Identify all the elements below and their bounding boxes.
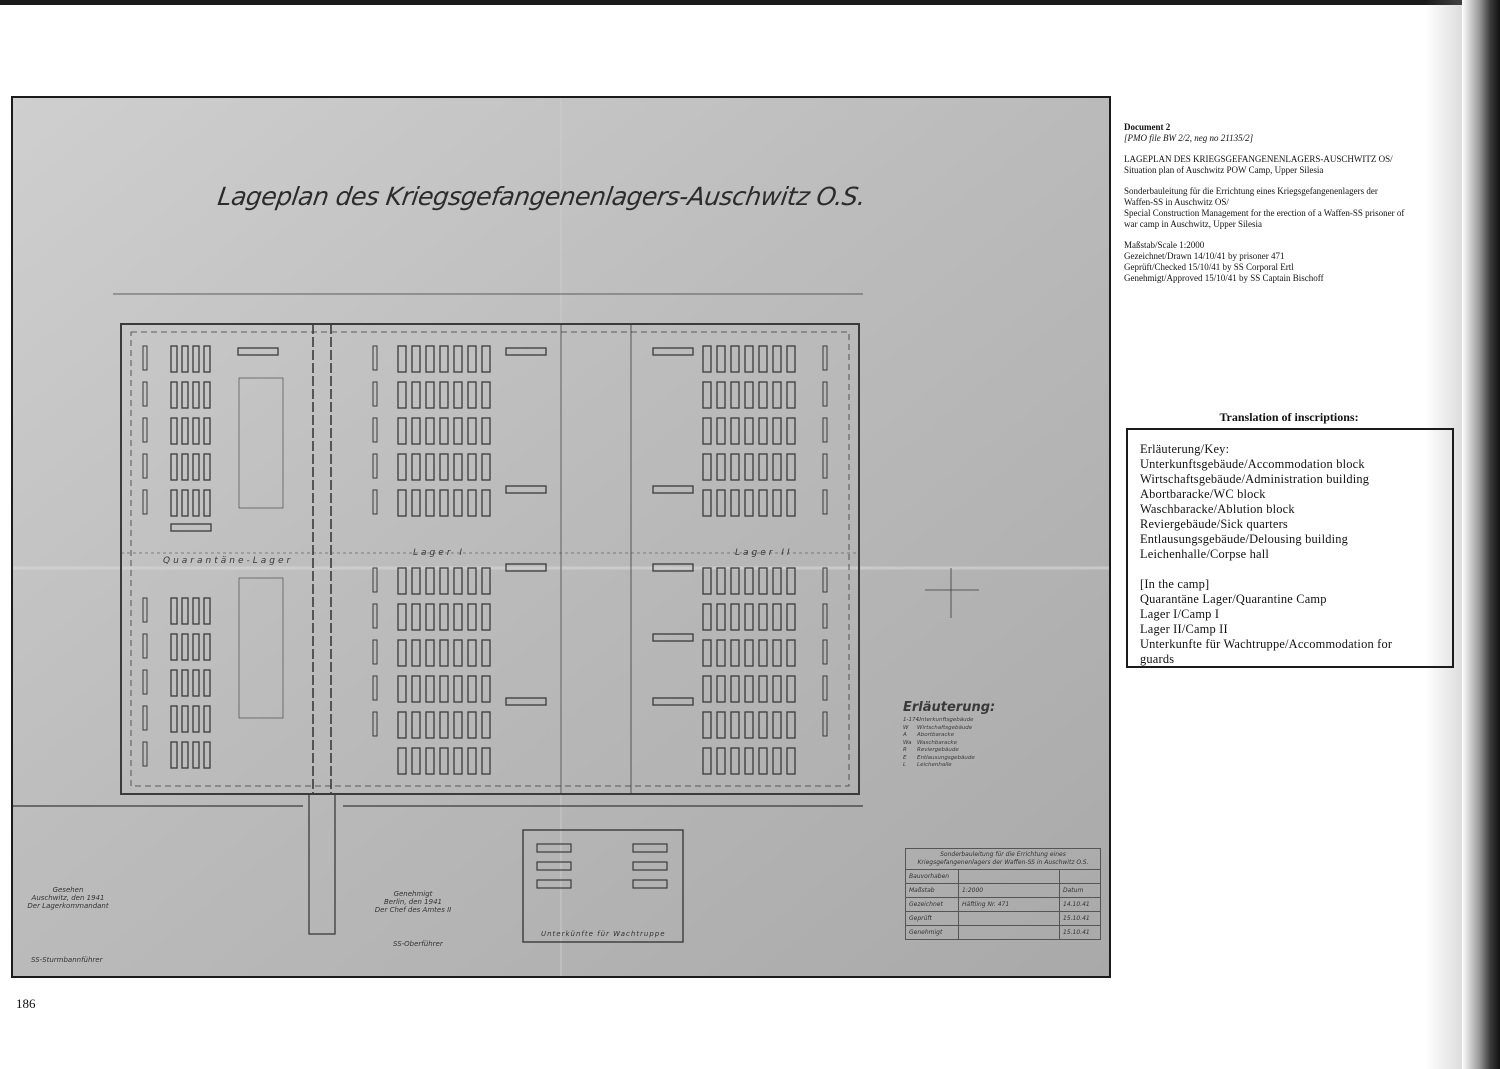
camp-line: Lager II/Camp II [1140, 622, 1228, 636]
camp-line: [In the camp] [1140, 577, 1210, 591]
translation-box [1126, 428, 1454, 668]
title-block-heading: Sonderbauleitung für die Errichtung eines Kriegsgefangenenlagers der Waffen-SS in Auschwitz O.S. [905, 848, 1101, 870]
camp-line: Quarantäne Lager/Quarantine Camp [1140, 592, 1327, 606]
camp-label-lager-1: Lager I [413, 548, 465, 558]
document-title-de: LAGEPLAN DES KRIEGSGEFANGENENLAGERS-AUSCHWITZ OS/ [1124, 154, 1393, 164]
checked-line: Geprüft/Checked 15/10/41 by SS Corporal Ertl [1124, 262, 1294, 272]
title-block-row: Bauvorhaben [905, 870, 1101, 884]
title-block-row: Genehmigt 15.10.41 [905, 926, 1101, 940]
site-plan-photo [11, 96, 1111, 978]
office-en-line-1: Special Construction Management for the erection of a Waffen-SS prisoner of [1124, 208, 1405, 218]
document-title-en: Situation plan of Auschwitz POW Camp, Upper Silesia [1124, 165, 1324, 175]
plan-legend [903, 700, 1013, 810]
camp-label-quarantine: Quarantäne-Lager [163, 556, 294, 566]
page-top-edge [0, 0, 1500, 5]
office-en-line-2: war camp in Auschwitz, Upper Silesia [1124, 219, 1262, 229]
legend-row: A Abortbaracke [903, 732, 955, 738]
guards-quarters-label: Unterkünfte für Wachtruppe [541, 930, 666, 938]
key-line: Reviergebäude/Sick quarters [1140, 517, 1288, 531]
title-block-row: Maßstab 1:2000 Datum [905, 884, 1101, 898]
plan-legend-title: Erläuterung: [903, 700, 996, 715]
site-plan-drawing [13, 98, 1109, 976]
key-line: Wirtschaftsgebäude/Administration building [1140, 472, 1370, 486]
translation-heading: Translation of inscriptions: [1219, 410, 1359, 424]
approved-line: Genehmigt/Approved 15/10/41 by SS Captain Bischoff [1124, 273, 1324, 283]
signature-commandant: Gesehen Auschwitz, den 1941 Der Lagerkommandant [27, 886, 109, 910]
legend-row: R Reviergebäude [903, 747, 959, 753]
scale-line: Maßstab/Scale 1:2000 [1124, 240, 1205, 250]
key-line: Entlausungsgebäude/Delousing building [1140, 532, 1349, 546]
document-caption [1124, 122, 1444, 294]
office-de-line-2: Waffen-SS in Auschwitz OS/ [1124, 197, 1229, 207]
signature-amt-chief: Genehmigt Berlin, den 1941 Der Chef des Amtes II [374, 890, 452, 914]
document-heading: Document 2 [1124, 122, 1171, 132]
camp-line: Lager I/Camp I [1140, 607, 1220, 621]
title-block-row: Geprüft 15.10.41 [905, 912, 1101, 926]
key-line: Leichenhalle/Corpse hall [1140, 547, 1270, 561]
key-line: Waschbaracke/Ablution block [1140, 502, 1295, 516]
key-spacer [1140, 562, 1440, 577]
office-de-line-1: Sonderbauleitung für die Errichtung eines Kriegsgefangenenlagers der [1124, 186, 1378, 196]
document-reference: [PMO file BW 2/2, neg no 21135/2] [1124, 133, 1254, 143]
legend-row: E Entlausungsgebäude [903, 754, 975, 761]
signature-commandant-rank: SS-Sturmbannführer [31, 956, 103, 964]
plan-title: Lageplan des Kriegsgefangenenlagers-Auschwitz O.S. [215, 182, 868, 211]
guards-line: Unterkunfte für Wachtruppe/Accommodation for [1140, 637, 1393, 651]
legend-row: L Leichenhalle [903, 762, 952, 768]
drawing-title-block [905, 848, 1101, 940]
legend-row: Wa Waschbaracke [903, 739, 957, 746]
guards-line-continued: guards [1140, 652, 1175, 666]
title-block-row: Gezeichnet Häftling Nr. 471 14.10.41 [905, 898, 1101, 912]
signature-amt-chief-rank: SS-Oberführer [393, 940, 443, 948]
legend-row: W Wirtschaftsgebäude [903, 724, 973, 731]
legend-row: 1-174Unterkunftsgebäude [903, 717, 974, 723]
key-line: Unterkunftsgebäude/Accommodation block [1140, 457, 1365, 471]
drawn-line: Gezeichnet/Drawn 14/10/41 by prisoner 471 [1124, 251, 1285, 261]
key-line: Abortbaracke/WC block [1140, 487, 1266, 501]
camp-label-lager-2: Lager II [735, 548, 793, 558]
book-spine [1462, 0, 1500, 1069]
key-line: Erläuterung/Key: [1140, 442, 1230, 456]
page-number: 186 [16, 996, 36, 1011]
